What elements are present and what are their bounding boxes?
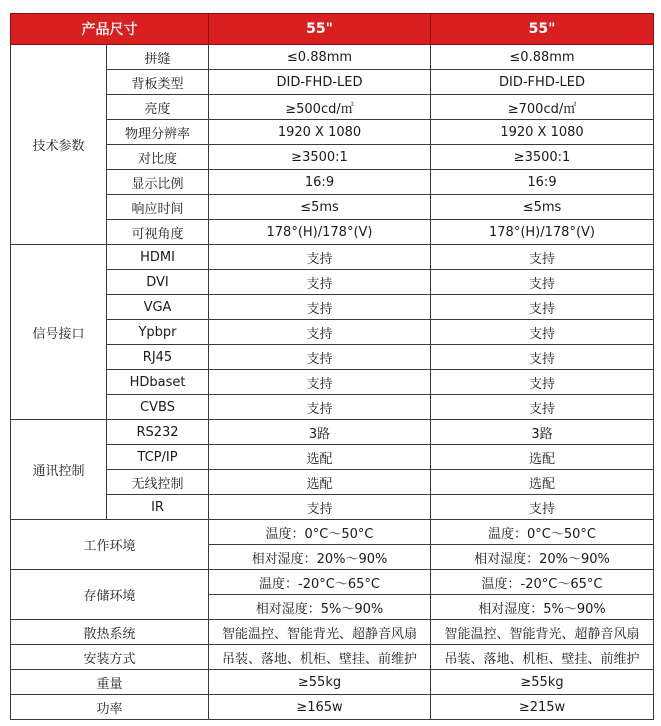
- spec-value-b: 支持: [431, 270, 654, 295]
- spec-value-b: 3路: [431, 420, 654, 445]
- spec-value-b: 16:9: [431, 170, 654, 195]
- spec-value-b: 支持: [431, 295, 654, 320]
- spec-value-a: 相对湿度：5%～90%: [209, 595, 431, 620]
- spec-value-b: ≤5ms: [431, 195, 654, 220]
- spec-item-label: 背板类型: [107, 70, 209, 95]
- table-row: [11, 520, 654, 545]
- environment-label: 存储环境: [11, 570, 209, 620]
- spec-value-a: ≤5ms: [209, 195, 431, 220]
- spec-value-b: 1920 X 1080: [431, 120, 654, 145]
- spec-value-b: 吊装、落地、机柜、壁挂、前维护: [431, 645, 654, 670]
- spec-value-a: DID-FHD-LED: [209, 70, 431, 95]
- spec-value-a: ≥165w: [209, 695, 431, 720]
- spec-value-a: ≤0.88mm: [209, 45, 431, 70]
- spec-item-label: TCP/IP: [107, 445, 209, 470]
- spec-value-a: 支持: [209, 370, 431, 395]
- table-row: [11, 95, 654, 120]
- environment-label: 工作环境: [11, 520, 209, 570]
- table-row: [11, 395, 654, 420]
- spec-value-a: ≥500cd/㎡: [209, 95, 431, 120]
- spec-value-b: 支持: [431, 495, 654, 520]
- spec-value-a: 温度：0°C～50°C: [209, 520, 431, 545]
- category-label: 信号接口: [11, 245, 107, 420]
- spec-value-b: DID-FHD-LED: [431, 70, 654, 95]
- spec-value-a: 1920 X 1080: [209, 120, 431, 145]
- table-row: [11, 495, 654, 520]
- table-row: [11, 445, 654, 470]
- spec-item-label: 显示比例: [107, 170, 209, 195]
- spec-value-a: 支持: [209, 495, 431, 520]
- table-row: [11, 420, 654, 445]
- table-row: [11, 220, 654, 245]
- spec-item-label: CVBS: [107, 395, 209, 420]
- spec-value-a: 支持: [209, 295, 431, 320]
- table-row: [11, 620, 654, 645]
- spec-value-a: 支持: [209, 345, 431, 370]
- spec-value-a: 选配: [209, 445, 431, 470]
- spec-value-a: 温度：-20°C～65°C: [209, 570, 431, 595]
- table-row: [11, 45, 654, 70]
- spec-value-b: 178°(H)/178°(V): [431, 220, 654, 245]
- spec-table: [10, 13, 654, 720]
- spec-item-label: 散热系统: [11, 620, 209, 645]
- spec-item-label: 安装方式: [11, 645, 209, 670]
- spec-value-b: 支持: [431, 245, 654, 270]
- spec-item-label: DVI: [107, 270, 209, 295]
- spec-value-b: 温度：-20°C～65°C: [431, 570, 654, 595]
- spec-item-label: 无线控制: [107, 470, 209, 495]
- category-label: 技术参数: [11, 45, 107, 245]
- table-row: [11, 170, 654, 195]
- spec-value-b: 支持: [431, 370, 654, 395]
- table-row: [11, 670, 654, 695]
- spec-value-a: 支持: [209, 245, 431, 270]
- table-row: [11, 195, 654, 220]
- table-row: [11, 120, 654, 145]
- table-row: [11, 570, 654, 595]
- spec-item-label: 响应时间: [107, 195, 209, 220]
- spec-item-label: 可视角度: [107, 220, 209, 245]
- table-row: [11, 245, 654, 270]
- spec-item-label: HDMI: [107, 245, 209, 270]
- spec-item-label: IR: [107, 495, 209, 520]
- spec-item-label: 对比度: [107, 145, 209, 170]
- table-row: [11, 320, 654, 345]
- spec-item-label: Ypbpr: [107, 320, 209, 345]
- spec-value-a: 16:9: [209, 170, 431, 195]
- table-row: [11, 145, 654, 170]
- spec-item-label: 功率: [11, 695, 209, 720]
- table-row: [11, 270, 654, 295]
- spec-value-a: 支持: [209, 270, 431, 295]
- spec-value-b: 支持: [431, 345, 654, 370]
- table-row: [11, 70, 654, 95]
- spec-item-label: 物理分辨率: [107, 120, 209, 145]
- spec-value-b: 相对湿度：5%～90%: [431, 595, 654, 620]
- spec-item-label: VGA: [107, 295, 209, 320]
- spec-body: [11, 45, 654, 720]
- spec-value-a: 吊装、落地、机柜、壁挂、前维护: [209, 645, 431, 670]
- spec-value-b: 选配: [431, 470, 654, 495]
- spec-value-a: 支持: [209, 320, 431, 345]
- spec-value-a: 相对湿度：20%～90%: [209, 545, 431, 570]
- header-model-b: 55": [431, 14, 654, 45]
- table-row: [11, 295, 654, 320]
- spec-item-label: 亮度: [107, 95, 209, 120]
- spec-item-label: 重量: [11, 670, 209, 695]
- spec-item-label: HDbaset: [107, 370, 209, 395]
- spec-value-b: 支持: [431, 395, 654, 420]
- spec-item-label: 拼缝: [107, 45, 209, 70]
- spec-value-a: ≥55kg: [209, 670, 431, 695]
- table-row: [11, 470, 654, 495]
- spec-value-a: 选配: [209, 470, 431, 495]
- spec-value-b: ≤0.88mm: [431, 45, 654, 70]
- spec-value-b: 温度：0°C～50°C: [431, 520, 654, 545]
- spec-value-a: ≥3500:1: [209, 145, 431, 170]
- header-row: [11, 14, 654, 45]
- spec-value-b: ≥215w: [431, 695, 654, 720]
- table-row: [11, 695, 654, 720]
- spec-value-a: 178°(H)/178°(V): [209, 220, 431, 245]
- spec-item-label: RS232: [107, 420, 209, 445]
- category-label: 通讯控制: [11, 420, 107, 520]
- spec-value-b: 智能温控、智能背光、超静音风扇: [431, 620, 654, 645]
- spec-item-label: RJ45: [107, 345, 209, 370]
- spec-value-b: ≥3500:1: [431, 145, 654, 170]
- spec-value-b: 支持: [431, 320, 654, 345]
- table-row: [11, 370, 654, 395]
- spec-value-a: 支持: [209, 395, 431, 420]
- header-label: 产品尺寸: [11, 14, 209, 45]
- spec-value-a: 智能温控、智能背光、超静音风扇: [209, 620, 431, 645]
- spec-value-b: 相对湿度：20%～90%: [431, 545, 654, 570]
- spec-value-a: 3路: [209, 420, 431, 445]
- spec-value-b: 选配: [431, 445, 654, 470]
- table-row: [11, 645, 654, 670]
- table-row: [11, 345, 654, 370]
- spec-value-b: ≥55kg: [431, 670, 654, 695]
- header-model-a: 55": [209, 14, 431, 45]
- spec-value-b: ≥700cd/㎡: [431, 95, 654, 120]
